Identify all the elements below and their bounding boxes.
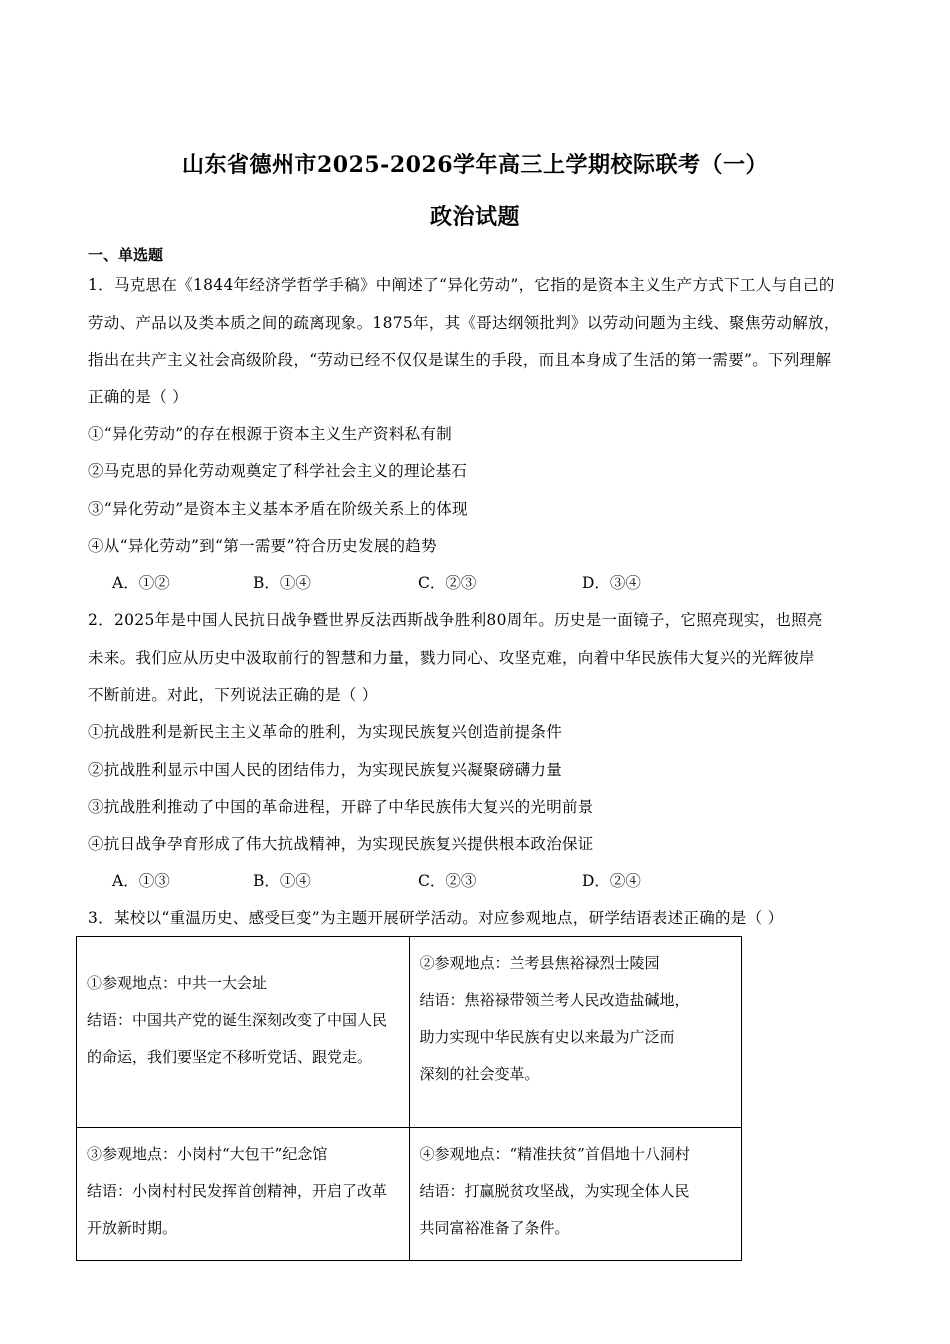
option-c[interactable]: C．②③ <box>418 872 477 890</box>
cell-line: 开放新时期。 <box>87 1219 178 1237</box>
question-2-statement: ③抗战胜利推动了中国的革命进程，开辟了中华民族伟大复兴的光明前景 <box>88 798 594 816</box>
option-c[interactable]: C．②③ <box>418 574 477 592</box>
exam-subject-title: 政治试题 <box>429 204 520 230</box>
question-3-table <box>76 936 742 1261</box>
question-3-stem: 3．某校以“重温历史、感受巨变”为主题开展研学活动。对应参观地点，研学结语表述正确的是（ ） <box>88 909 784 927</box>
option-d[interactable]: D．③④ <box>582 574 641 592</box>
cell-line: 深刻的社会变革。 <box>419 1065 540 1083</box>
question-1-stem-line: 正确的是（ ） <box>88 388 189 406</box>
cell-line: 助力实现中华民族有史以来最为广泛而 <box>419 1028 675 1046</box>
table-cell-4 <box>409 1128 742 1261</box>
cell-line: 结语：打赢脱贫攻坚战，为实现全体人民 <box>419 1182 690 1200</box>
table-cell-2 <box>409 937 742 1128</box>
question-2-statement: ②抗战胜利显示中国人民的团结伟力，为实现民族复兴凝聚磅礴力量 <box>88 761 563 779</box>
table-cell-3 <box>77 1128 410 1261</box>
question-1-statement: ③“异化劳动”是资本主义基本矛盾在阶级关系上的体现 <box>88 500 468 518</box>
cell-line: 共同富裕准备了条件。 <box>419 1219 570 1237</box>
question-1-stem-line: 1．马克思在《1844年经济学哲学手稿》中阐述了“异化劳动”，它指的是资本主义生产方式下工人与自己的 <box>88 276 835 294</box>
question-1-stem-line: 劳动、产品以及类本质之间的疏离现象。1875年，其《哥达纲领批判》以劳动问题为主线、聚焦劳动解放， <box>88 314 840 332</box>
option-d[interactable]: D．②④ <box>582 872 641 890</box>
question-2-stem-line: 未来。我们应从历史中汲取前行的智慧和力量，戮力同心、攻坚克难，向着中华民族伟大复兴的光辉彼岸 <box>88 649 815 667</box>
option-a[interactable]: A．①② <box>112 574 170 592</box>
question-2-stem-line: 2．2025年是中国人民抗日战争暨世界反法西斯战争胜利80周年。历史是一面镜子，它照亮现实，也照亮 <box>88 611 823 629</box>
table-cell-1 <box>77 937 410 1128</box>
question-1-statement: ④从“异化劳动”到“第一需要”符合历史发展的趋势 <box>88 537 437 555</box>
cell-line: ①参观地点：中共一大会址 <box>87 974 268 992</box>
exam-title: 山东省德州市2025-2026学年高三上学期校际联考（一） <box>181 152 769 178</box>
cell-line: 结语：小岗村村民发挥首创精神，开启了改革 <box>87 1182 388 1200</box>
cell-line: ③参观地点：小岗村“大包干”纪念馆 <box>87 1145 328 1163</box>
question-2-stem-line: 不断前进。对此，下列说法正确的是（ ） <box>88 686 378 704</box>
question-2-statement: ④抗日战争孕育形成了伟大抗战精神，为实现民族复兴提供根本政治保证 <box>88 835 594 853</box>
question-1-statement: ②马克思的异化劳动观奠定了科学社会主义的理论基石 <box>88 462 468 480</box>
cell-line: 结语：中国共产党的诞生深刻改变了中国人民 <box>87 1011 388 1029</box>
table-row <box>77 937 742 1128</box>
question-1-options <box>112 571 812 595</box>
cell-line: 结语：焦裕禄带领兰考人民改造盐碱地， <box>419 991 690 1009</box>
section-heading: 一、单选题 <box>88 246 164 264</box>
question-1-stem-line: 指出在共产主义社会高级阶段，“劳动已经不仅仅是谋生的手段，而且本身成了生活的第一需要”。下列理解 <box>88 351 832 369</box>
option-b[interactable]: B．①④ <box>253 872 311 890</box>
cell-line: ②参观地点：兰考县焦裕禄烈士陵园 <box>419 954 660 972</box>
cell-line: 的命运，我们要坚定不移听党话、跟党走。 <box>87 1048 373 1066</box>
table-row <box>77 1128 742 1261</box>
question-2-statement: ①抗战胜利是新民主主义革命的胜利，为实现民族复兴创造前提条件 <box>88 723 563 741</box>
question-2-options <box>112 869 812 893</box>
cell-line: ④参观地点：“精准扶贫”首倡地十八洞村 <box>419 1145 690 1163</box>
option-a[interactable]: A．①③ <box>112 872 170 890</box>
question-1-statement: ①“异化劳动”的存在根源于资本主义生产资料私有制 <box>88 425 453 443</box>
option-b[interactable]: B．①④ <box>253 574 311 592</box>
